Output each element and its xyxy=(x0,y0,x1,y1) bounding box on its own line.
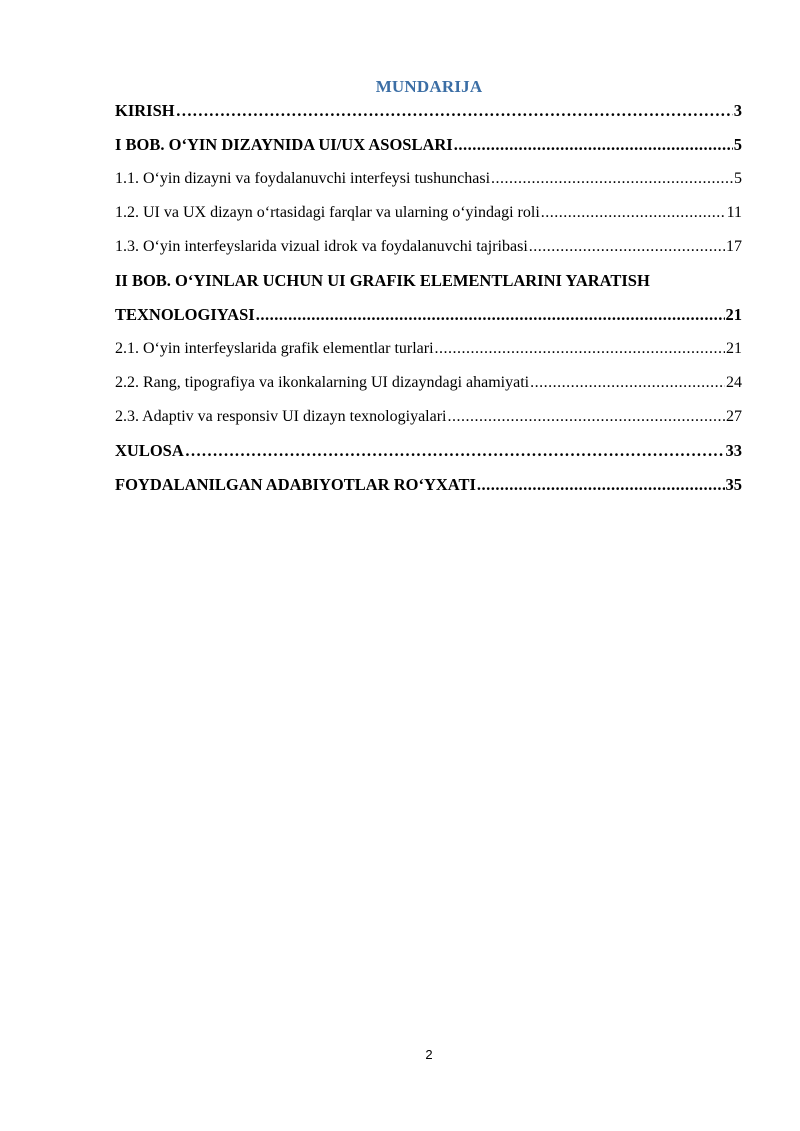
toc-entry-chapter-2-line-2[interactable] xyxy=(115,301,742,335)
toc-entry-label: I BOB. O‘YIN DIZAYNIDA UI/UX ASOSLARI xyxy=(115,135,453,154)
toc-entry-label: 2.1. O‘yin interfeyslarida grafik elementlar turlari xyxy=(115,340,434,357)
toc-entry-label: 2.3. Adaptiv va responsiv UI dizayn texnologiyalari xyxy=(115,408,447,425)
toc-entry-page: 35 xyxy=(725,475,742,494)
dot-leader xyxy=(176,97,733,125)
toc-entry-1-1[interactable] xyxy=(115,165,742,199)
dot-leader xyxy=(256,301,725,329)
toc-entry-label: 1.2. UI va UX dizayn o‘rtasidagi farqlar va ularning o‘yindagi roli xyxy=(115,204,540,221)
toc-entry-label: KIRISH xyxy=(115,101,175,120)
toc-entry-2-1[interactable] xyxy=(115,335,742,369)
toc-entry-kirish[interactable] xyxy=(115,97,742,131)
toc-entry-label: FOYDALANILGAN ADABIYOTLAR RO‘YXATI xyxy=(115,475,476,494)
toc-entry-page: 3 xyxy=(733,101,742,120)
toc-entry-page: 27 xyxy=(726,408,742,425)
dot-leader xyxy=(541,199,726,227)
toc-entry-label: XULOSA xyxy=(115,441,184,460)
dot-leader xyxy=(529,233,725,261)
dot-leader xyxy=(454,131,733,159)
toc-entry-1-3[interactable] xyxy=(115,233,742,267)
dot-leader xyxy=(185,437,725,465)
dot-leader xyxy=(435,335,725,363)
toc-entry-1-2[interactable] xyxy=(115,199,742,233)
toc-entry-xulosa[interactable] xyxy=(115,437,742,471)
toc-entry-label: 1.3. O‘yin interfeyslarida vizual idrok va foydalanuvchi tajribasi xyxy=(115,238,528,255)
toc-entry-label: TEXNOLOGIYASI xyxy=(115,305,255,324)
toc-entry-2-3[interactable] xyxy=(115,403,742,437)
dot-leader xyxy=(530,369,725,397)
toc-entry-2-2[interactable] xyxy=(115,369,742,403)
toc-entry-chapter-1[interactable] xyxy=(115,131,742,165)
toc-title: MUNDARIJA xyxy=(375,77,483,96)
toc-entry-label: II BOB. O‘YINLAR UCHUN UI GRAFIK ELEMENTLARINI YARATISH xyxy=(115,271,650,290)
page-number: 2 xyxy=(425,1047,433,1062)
toc-entry-page: 33 xyxy=(725,441,742,460)
toc-entry-page: 5 xyxy=(733,135,742,154)
toc-entry-chapter-2-line-1[interactable] xyxy=(115,267,742,301)
toc-entry-page: 24 xyxy=(726,374,742,391)
toc-entry-page: 21 xyxy=(726,340,742,357)
toc-entry-page: 5 xyxy=(734,170,742,187)
toc-entry-bibliography[interactable] xyxy=(115,471,742,505)
toc-entry-label: 2.2. Rang, tipografiya va ikonkalarning UI dizayndagi ahamiyati xyxy=(115,374,530,391)
table-of-contents xyxy=(115,97,742,505)
dot-leader xyxy=(491,165,733,193)
toc-entry-page: 21 xyxy=(725,305,742,324)
dot-leader xyxy=(447,403,725,431)
toc-entry-page: 17 xyxy=(726,238,742,255)
toc-entry-label: 1.1. O‘yin dizayni va foydalanuvchi interfeysi tushunchasi xyxy=(115,170,491,187)
dot-leader xyxy=(477,471,725,499)
toc-entry-page: 11 xyxy=(726,204,742,221)
